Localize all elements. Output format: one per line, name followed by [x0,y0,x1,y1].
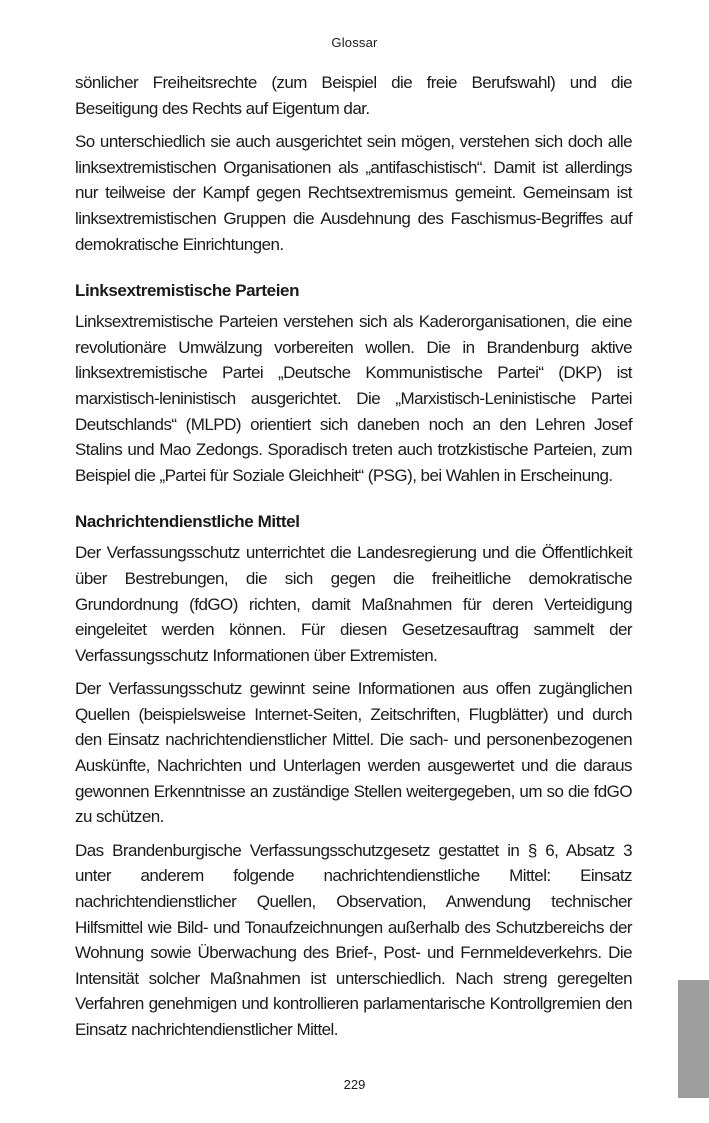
page-number: 229 [343,1077,366,1092]
page-body [75,70,632,1051]
paragraph: Linksextremistische Parteien verstehen sich als Kaderorganisationen, die eine revolutionäre Umwälzung vorbereiten wollen. Die in Brandenburg aktive linksextremistische Partei „Deutsche Kommunistische Partei“ (DKP) ist marxistisch-leninistisch ausgerichtet. Die „Marxistisch-Leninistische Partei Deutschlands“ (MLPD) orientiert sich daneben noch an den Lehren Josef Stalins und Mao Zedongs. Sporadisch treten auch trotzkistische Parteien, zum Beispiel die „Partei für Soziale Gleichheit“ (PSG), bei Wahlen in Erscheinung. [75,312,632,485]
paragraph: So unterschiedlich sie auch ausgerichtet sein mögen, verstehen sich doch alle linksextremistischen Organisationen als „antifaschistisch“. Damit ist allerdings nur teilweise der Kampf gegen Rechtsextremismus gemeint. Gemeinsam ist linksextremistischen Gruppen die Ausdehnung des Faschismus-Begriffes auf demokratische Einrichtungen. [75,132,632,254]
thumb-index-tab [678,980,709,1098]
paragraph: Der Verfassungsschutz unterrichtet die Landesregierung und die Öffentlichkeit über Bestrebungen, die sich gegen die freiheitliche demokratische Grundordnung (fdGO) richten, damit Maßnahmen für deren Verteidigung eingeleitet werden können. Für diesen Gesetzesauftrag sammelt der Verfassungsschutz Informationen über Extremisten. [75,543,632,665]
paragraph: Der Verfassungsschutz gewinnt seine Informationen aus offen zugänglichen Quellen (beispielsweise Internet-Seiten, Zeitschriften, Flugblätter) und durch den Einsatz nachrichtendienstlicher Mittel. Die sach- und personenbezogenen Auskünfte, Nachrichten und Unterlagen werden ausgewertet und die daraus gewonnen Erkenntnisse an zuständige Stellen weitergegeben, um so die fdGO zu schützen. [75,679,632,827]
running-head: Glossar [331,35,378,50]
section-heading: Nachrichtendienstliche Mittel [75,512,300,532]
paragraph: Das Brandenburgische Verfassungsschutzgesetz gestattet in § 6, Absatz 3 unter anderem folgende nachrichtendienstliche Mittel: Einsatz nachrichtendienstlicher Quellen, Observation, Anwendung technischer Hilfsmittel wie Bild- und Tonaufzeichnungen außerhalb des Schutzbereichs der Wohnung sowie Überwachung des Brief-, Post- und Fernmeldeverkehrs. Die Intensität solcher Maßnahmen ist unterschiedlich. Nach streng geregelten Verfahren genehmigen und kontrollieren parlamentarische Kontrollgremien den Einsatz nachrichtendienstlicher Mittel. [75,840,632,1039]
section-heading: Linksextremistische Parteien [75,281,300,301]
paragraph: sönlicher Freiheitsrechte (zum Beispiel die freie Berufswahl) und die Beseitigung des Rechts auf Eigentum dar. [75,73,632,118]
